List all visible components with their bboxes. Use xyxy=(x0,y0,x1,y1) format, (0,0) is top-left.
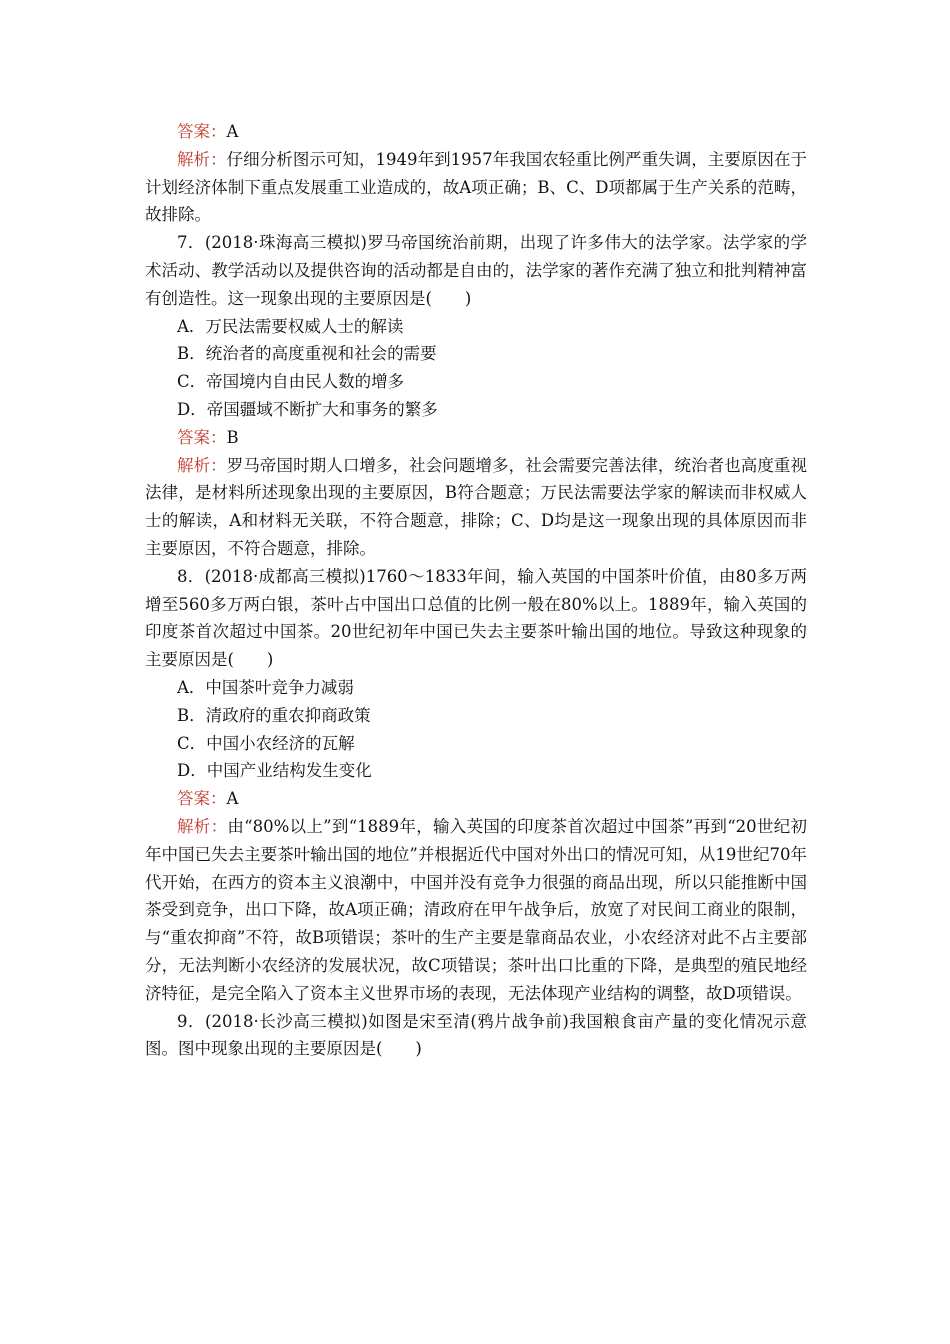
question-8-option-a: A．中国茶叶竞争力减弱 xyxy=(177,677,354,697)
answer-label: 答案： xyxy=(177,789,227,809)
answer-line xyxy=(145,118,807,146)
question-7-stem: 7．(2018·珠海高三模拟)罗马帝国统治前期，出现了许多伟大的法学家。法学家的学术活动、教学活动以及提供咨询的活动都是自由的，法学家的著作充满了独立和批判精神富有创造性。这一现象出现的主要原因是( ) xyxy=(145,233,807,308)
question-7-option-b: B．统治者的高度重视和社会的需要 xyxy=(177,344,437,364)
analysis-paragraph xyxy=(145,146,807,229)
answer-label: 答案： xyxy=(177,427,227,447)
answer-label: 答案： xyxy=(177,122,227,141)
answer-value: B xyxy=(226,427,239,447)
question-8-stem: 8．(2018·成都高三模拟)1760～1833年间，输入英国的中国茶叶价值，由80多万两增至560多万两白银，茶叶占中国出口总值的比例一般在80%以上。1889年，输入英国的印度茶首次超过中国茶。20世纪初年中国已失去主要茶叶输出国的地位。导致这种现象的主要原因是( ) xyxy=(145,566,807,670)
answer-value: A xyxy=(226,122,239,141)
analysis-label: 解析： xyxy=(177,455,227,475)
analysis-paragraph xyxy=(145,813,807,1008)
question-7-option-a: A．万民法需要权威人士的解读 xyxy=(177,316,404,336)
question-8-option-c: C．中国小农经济的瓦解 xyxy=(177,733,355,753)
question-8-option-d: D．中国产业结构发生变化 xyxy=(177,761,372,781)
question-7-option-d: D．帝国疆域不断扩大和事务的繁多 xyxy=(177,399,438,419)
answer-line xyxy=(145,424,807,452)
answer-value: A xyxy=(226,789,239,809)
analysis-text: 由“80%以上”到“1889年，输入英国的印度茶首次超过中国茶”再到“20世纪初年中国已失去主要茶叶输出国的地位”并根据近代中国对外出口的情况可知，从19世纪70年代开始，在西方的资本主义浪潮中，中国并没有竞争力很强的商品出现，所以只能推断中国茶受到竞争，出口下降，故A项正确；清政府在甲午战争后，放宽了对民间工商业的限制，与“重农抑商”不符，故B项错误；茶叶的生产主要是靠商品农业，小农经济对此不占主要部分，无法判断小农经济的发展状况，故C项错误；茶叶出口比重的下降，是典型的殖民地经济特征，是完全陷入了资本主义世界市场的表现，无法体现产业结构的调整，故D项错误。 xyxy=(145,816,808,1003)
question-8-option-b: B．清政府的重农抑商政策 xyxy=(177,705,371,725)
question-9-stem: 9．(2018·长沙高三模拟)如图是宋至清(鸦片战争前)我国粮食亩产量的变化情况示意图。图中现象出现的主要原因是( ) xyxy=(145,1011,807,1059)
answer-line xyxy=(145,785,807,813)
analysis-text: 仔细分析图示可知，1949年到1957年我国农轻重比例严重失调，主要原因在于计划经济体制下重点发展重工业造成的，故A项正确；B、C、D项都属于生产关系的范畴，故排除。 xyxy=(145,149,808,225)
question-7-option-c: C．帝国境内自由民人数的增多 xyxy=(177,372,405,392)
analysis-paragraph xyxy=(145,452,807,563)
document-page xyxy=(145,118,807,1063)
analysis-text: 罗马帝国时期人口增多，社会问题增多，社会需要完善法律，统治者也高度重视法律，是材料所述现象出现的主要原因，B符合题意；万民法需要法学家的解读而非权威人士的解读，A和材料无关联，不符合题意，排除；C、D均是这一现象出现的具体原因而非主要原因，不符合题意，排除。 xyxy=(145,455,808,558)
analysis-label: 解析： xyxy=(177,149,227,169)
analysis-label: 解析： xyxy=(177,816,228,836)
